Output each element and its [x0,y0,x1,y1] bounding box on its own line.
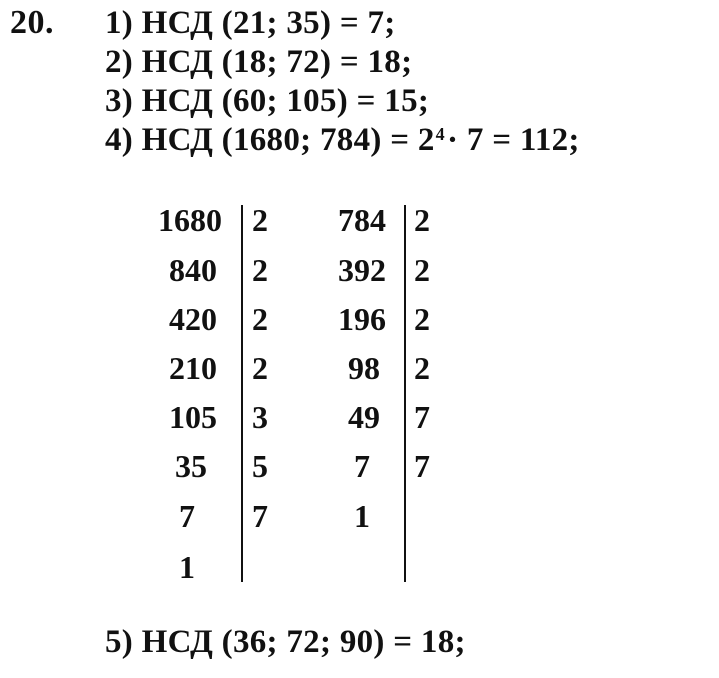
left-factor-4: 2 [252,350,268,386]
left-number-420: 420 [169,301,217,337]
line-5: 5) НСД (36; 72; 90) = 18; [105,624,466,660]
right-factor-6: 7 [414,448,430,484]
right-number-49: 49 [348,399,380,435]
left-divider-line [241,205,243,582]
line-4-suffix: · 7 = 112; [446,122,580,158]
right-factor-1: 2 [414,202,430,238]
left-factor-2: 2 [252,252,268,288]
right-divider-line [404,205,406,582]
line-3: 3) НСД (60; 105) = 15; [105,83,430,119]
line-4-exponent: 4 [435,124,445,145]
problem-number: 20. [10,4,54,41]
right-number-784: 784 [338,202,386,238]
left-factor-6: 5 [252,448,268,484]
right-number-196: 196 [338,301,386,337]
line-2: 2) НСД (18; 72) = 18; [105,44,413,80]
line-4 [105,124,580,157]
right-number-392: 392 [338,252,386,288]
left-number-840: 840 [169,252,217,288]
left-factor-7: 7 [252,498,268,534]
left-number-1: 1 [179,549,195,585]
left-factor-3: 2 [252,301,268,337]
right-number-1: 1 [354,498,370,534]
left-number-35: 35 [175,448,207,484]
line-4-prefix: 4) НСД (1680; 784) = 2 [105,122,435,158]
right-factor-2: 2 [414,252,430,288]
left-number-1680: 1680 [158,202,222,238]
right-factor-3: 2 [414,301,430,337]
left-factor-5: 3 [252,399,268,435]
right-number-7: 7 [354,448,370,484]
line-1: 1) НСД (21; 35) = 7; [105,5,396,41]
right-factor-5: 7 [414,399,430,435]
right-number-98: 98 [348,350,380,386]
left-number-105: 105 [169,399,217,435]
right-factor-4: 2 [414,350,430,386]
left-number-210: 210 [169,350,217,386]
left-factor-1: 2 [252,202,268,238]
left-number-7: 7 [179,498,195,534]
